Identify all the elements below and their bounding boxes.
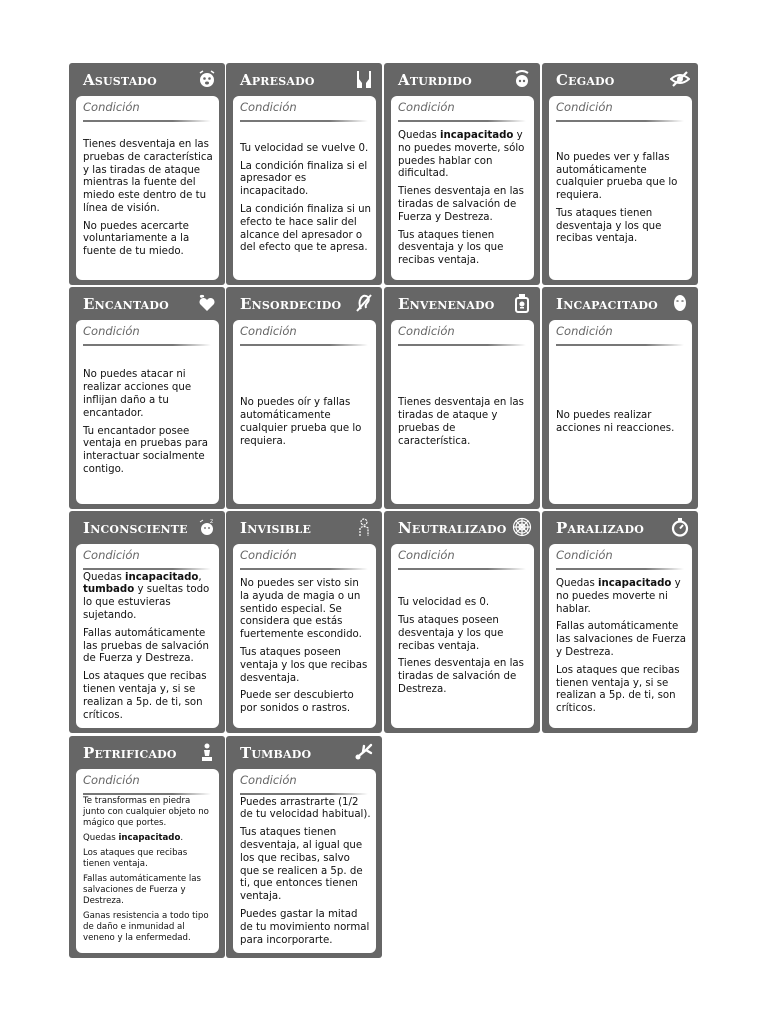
card-divider	[398, 568, 526, 570]
poison-bottle-icon	[512, 293, 532, 313]
condition-rule-text: La condición finaliza si un efecto te hace salir del alcance del apresador o del efecto que te apresa.	[240, 204, 371, 254]
card-divider	[240, 568, 368, 570]
sleeping-head-icon	[197, 517, 217, 537]
condition-rule-text: Tienes desventaja en las tiradas de salvación de Fuerza y Destreza.	[398, 186, 524, 223]
condition-rule-text: No puedes oír y fallas automáticamente cualquier prueba que lo requiera.	[240, 397, 362, 447]
card-subtitle: Condición	[398, 100, 455, 114]
condition-rule-text: Los ataques que recibas tienen ventaja y, si se realizan a 5p. de ti, son críticos.	[556, 664, 680, 715]
condition-card-apresado	[226, 63, 382, 285]
card-subtitle: Condición	[398, 548, 455, 562]
card-subtitle: Condición	[556, 100, 613, 114]
condition-card-invisible	[226, 511, 382, 733]
card-subtitle: Condición	[83, 548, 140, 562]
card-divider	[556, 344, 684, 346]
condition-card-inconsciente	[69, 511, 225, 733]
condition-card-neutralizado	[384, 511, 540, 733]
bold-term: incapacitado	[125, 571, 199, 583]
deaf-ear-icon	[354, 293, 374, 313]
card-body	[83, 797, 214, 947]
card-body	[556, 124, 687, 274]
card-divider	[83, 344, 211, 346]
condition-card-petrificado	[69, 736, 225, 958]
card-divider	[83, 120, 211, 122]
condition-rule-text: Puede ser descubierto por sonidos o rastros.	[240, 690, 354, 715]
card-body	[240, 348, 371, 498]
card-body	[398, 572, 529, 722]
card-divider	[83, 793, 211, 795]
grabbing-hands-icon	[354, 69, 374, 89]
condition-card-asustado	[69, 63, 225, 285]
card-title: Apresado	[240, 71, 315, 89]
card-title: Invisible	[240, 519, 312, 537]
condition-card-encantado	[69, 287, 225, 509]
card-panel	[233, 769, 376, 953]
card-subtitle: Condición	[83, 324, 140, 338]
stopwatch-icon	[670, 517, 690, 537]
card-divider	[398, 344, 526, 346]
condition-rule-text: Tus ataques tienen desventaja y los que recibas ventaja.	[556, 207, 662, 245]
scared-face-icon	[197, 69, 217, 89]
bold-term: incapacitado	[598, 578, 672, 590]
condition-rule-text: Fallas automáticamente las pruebas de salvación de Fuerza y Destreza.	[83, 627, 210, 665]
card-body	[240, 572, 371, 722]
condition-rule-text: Tu velocidad se vuelve 0.	[240, 142, 369, 154]
invisible-person-icon	[354, 517, 374, 537]
condition-card-incapacitado	[542, 287, 698, 509]
card-panel	[76, 96, 219, 280]
card-subtitle: Condición	[83, 773, 140, 787]
card-divider	[240, 793, 368, 795]
condition-rule-text: La condición finaliza si el apresador es incapacitado.	[240, 160, 368, 198]
condition-rule-text: Quedas incapacitado, tumbado y sueltas todo lo que estuvieras sujetando.	[83, 571, 210, 622]
card-panel	[76, 769, 219, 953]
card-body	[556, 572, 687, 722]
card-subtitle: Condición	[556, 324, 613, 338]
condition-rule-text: Fallas automáticamente las salvaciones de Fuerza y Destreza.	[83, 874, 202, 906]
blank-mask-icon	[670, 293, 690, 313]
dizzy-head-icon	[512, 69, 532, 89]
card-subtitle: Condición	[240, 100, 297, 114]
condition-rule-text: Te transformas en piedra junto con cualquier objeto no mágico que portes.	[83, 796, 209, 828]
condition-rule-text: No puedes acercarte voluntariamente a la fuente de tu miedo.	[83, 220, 190, 258]
card-panel	[391, 96, 534, 280]
condition-rule-text: Tus ataques poseen ventaja y los que recibas desventaja.	[240, 647, 368, 684]
statue-icon	[197, 742, 217, 762]
card-subtitle: Condición	[83, 100, 140, 114]
card-title: Tumbado	[240, 744, 312, 762]
condition-rule-text: Tus ataques tienen desventaja, al igual que los que recibas, salvo que se realicen a 5p. de ti, que entonces tienen ventaja.	[240, 827, 363, 903]
falling-person-icon	[354, 742, 374, 762]
card-panel	[233, 544, 376, 728]
bold-term: incapacitado	[118, 833, 181, 843]
condition-rule-text: No puedes realizar acciones ni reacciones.	[556, 410, 675, 434]
condition-card-aturdido	[384, 63, 540, 285]
condition-rule-text: Tus ataques tienen desventaja y los que recibas ventaja.	[398, 229, 504, 267]
condition-rule-text: No puedes ser visto sin la ayuda de magia o un sentido especial. Se considera que estás fuertemente escondido.	[240, 578, 362, 641]
condition-rule-text: Puedes arrastrarte (1/2 de tu velocidad habitual).	[240, 796, 371, 821]
card-panel	[233, 96, 376, 280]
condition-rule-text: Tienes desventaja en las tiradas de salvación de Destreza.	[398, 658, 524, 695]
condition-rule-text: Los ataques que recibas tienen ventaja y, si se realizan a 5p. de ti, son críticos.	[83, 671, 207, 721]
card-divider	[240, 120, 368, 122]
condition-rule-text: Puedes gastar la mitad de tu movimiento normal para incorporarte.	[240, 909, 370, 946]
card-divider	[398, 120, 526, 122]
card-subtitle: Condición	[240, 773, 297, 787]
card-title: Inconsciente	[83, 519, 188, 537]
condition-rule-text: Tienes desventaja en las pruebas de característica y las tiradas de ataque mientras la fuente del miedo este dentro de tu línea de visión.	[83, 138, 213, 214]
card-divider	[556, 568, 684, 570]
card-panel	[391, 320, 534, 504]
card-title: Encantado	[83, 295, 169, 313]
card-divider	[240, 344, 368, 346]
condition-card-envenenado	[384, 287, 540, 509]
condition-rule-text: Tus ataques poseen desventaja y los que recibas ventaja.	[398, 615, 504, 652]
card-title: Cegado	[556, 71, 615, 89]
card-subtitle: Condición	[240, 324, 297, 338]
condition-rule-text: Quedas incapacitado y no puedes moverte, sólo puedes hablar con dificultad.	[398, 130, 525, 180]
card-panel	[76, 544, 219, 728]
condition-rule-text: No puedes atacar ni realizar acciones que inflijan daño a tu encantador.	[83, 369, 192, 419]
condition-rule-text: Tu velocidad es 0.	[398, 597, 490, 609]
card-title: Paralizado	[556, 519, 645, 537]
card-subtitle: Condición	[240, 548, 297, 562]
bold-term: incapacitado	[440, 130, 514, 142]
card-body	[398, 348, 529, 498]
card-body	[240, 124, 371, 274]
card-title: Ensordecido	[240, 295, 342, 313]
card-title: Neutralizado	[398, 519, 507, 537]
card-body	[240, 797, 371, 947]
card-body	[83, 572, 214, 722]
card-subtitle: Condición	[398, 324, 455, 338]
hearts-icon	[197, 293, 217, 313]
card-title: Incapacitado	[556, 295, 658, 313]
card-body	[83, 124, 214, 274]
condition-rule-text: Tu encantador posee ventaja en pruebas para interactuar socialmente contigo.	[83, 425, 209, 475]
card-panel	[76, 320, 219, 504]
card-title: Aturdido	[398, 71, 472, 89]
svg-text:z: z	[210, 518, 214, 525]
card-panel	[233, 320, 376, 504]
card-title: Asustado	[83, 71, 157, 89]
condition-card-ensordecido	[226, 287, 382, 509]
card-body	[83, 348, 214, 498]
card-panel	[549, 96, 692, 280]
card-divider	[83, 568, 211, 570]
card-title: Petrificado	[83, 744, 177, 762]
card-body	[556, 348, 687, 498]
card-panel	[549, 544, 692, 728]
condition-rule-text: Quedas incapacitado.	[83, 833, 184, 843]
condition-rule-text: Tienes desventaja en las tiradas de ataque y pruebas de característica.	[398, 397, 524, 447]
condition-card-cegado	[542, 63, 698, 285]
spider-web-icon	[512, 517, 532, 537]
card-title: Envenenado	[398, 295, 495, 313]
bold-term: tumbado	[83, 584, 135, 596]
card-panel	[391, 544, 534, 728]
condition-rule-text: Quedas incapacitado y no puedes moverte ni hablar.	[556, 578, 681, 615]
condition-card-tumbado	[226, 736, 382, 958]
condition-rule-text: Los ataques que recibas tienen ventaja.	[83, 848, 188, 869]
blind-eye-icon	[670, 69, 690, 89]
card-subtitle: Condición	[556, 548, 613, 562]
card-panel	[549, 320, 692, 504]
condition-rule-text: No puedes ver y fallas automáticamente cualquier prueba que lo requiera.	[556, 151, 678, 202]
card-body	[398, 124, 529, 274]
card-divider	[556, 120, 684, 122]
condition-rule-text: Fallas automáticamente las salvaciones de Fuerza y Destreza.	[556, 621, 686, 658]
condition-rule-text: Ganas resistencia a todo tipo de daño e inmunidad al veneno y la enfermedad.	[83, 911, 209, 943]
condition-card-paralizado	[542, 511, 698, 733]
